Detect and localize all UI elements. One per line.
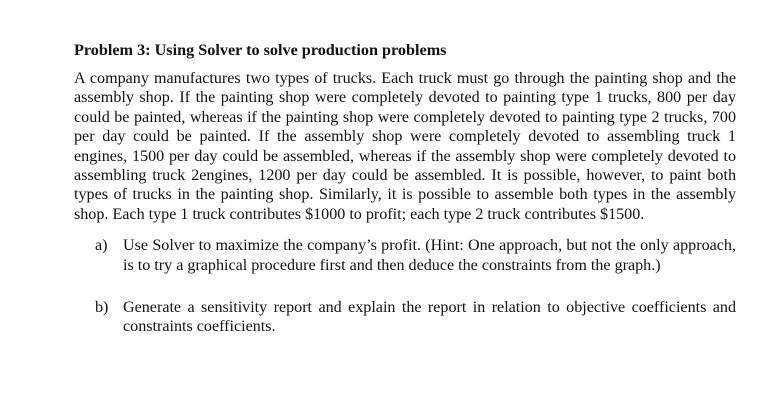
question-b-text: Generate a sensitivity report and explain the report in relation to objective coefficients and constraints coefficients. — [123, 299, 736, 336]
question-a-text: Use Solver to maximize the company’s profit. (Hint: One approach, but not the only approach, is to try a graphical procedure first and then deduce the constraints from the graph.) — [123, 237, 736, 274]
document-page — [74, 40, 736, 337]
question-list — [74, 236, 736, 337]
question-a-marker: a) — [95, 237, 108, 255]
question-b — [74, 298, 736, 337]
problem-title: Problem 3: Using Solver to solve production problems — [74, 41, 447, 59]
question-a — [74, 236, 736, 275]
question-b-marker: b) — [95, 299, 109, 317]
problem-statement: A company manufactures two types of trucks. Each truck must go through the painting shop and the assembly shop. If the painting shop were completely devoted to painting type 1 trucks, 800 per day could be painted, whereas if the painting shop were completely devoted to painting type 2 trucks, 700 per day could be painted. If the assembly shop were completely devoted to assembling truck 1 engines, 1500 per day could be assembled, whereas if the assembly shop were completely devoted to assembling truck 2engines, 1200 per day could be assembled. It is possible, however, to paint both types of trucks in the painting shop. Similarly, it is possible to assemble both types in the assembly shop. Each type 1 truck contributes $1000 to profit; each type 2 truck contributes $1500. — [74, 70, 736, 223]
